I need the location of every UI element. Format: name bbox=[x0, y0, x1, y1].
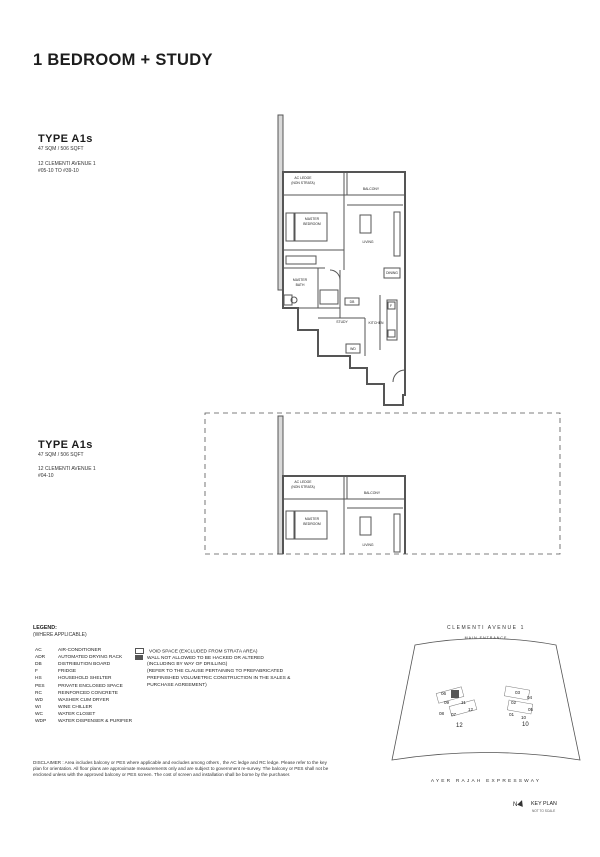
disclaimer: DISCLAIMER : Area includes balcony or PES where applicable and excludes among others , the AC ledge and RC ledge. Please refer to the key plan for orientation. All floor plans are approximate measurements only and are subject to government re-survey. The balcony or PES shall not be enclosed unless with the approved balcony or PES screen. The cost of screen and installation shall be borne by the purchaser. bbox=[33, 760, 329, 778]
legend-wall-note: WALL NOT ALLOWED TO BE HACKED OR ALTERED bbox=[147, 655, 264, 662]
page-title: 1 BEDROOM + STUDY bbox=[33, 51, 213, 69]
legend-abbr: WDP bbox=[35, 719, 47, 724]
legend-desc: REINFORCED CONCRETE bbox=[58, 690, 118, 696]
plan-label-db: DB bbox=[349, 300, 355, 304]
legend-wall-note-4: PREFINISHED VOLUMETRIC CONSTRUCTION IN THE SALES & bbox=[147, 676, 291, 681]
legend-abbr: WI bbox=[35, 704, 41, 710]
legend-desc: DISTRIBUTION BOARD bbox=[58, 662, 111, 668]
plan-label-fridge: F bbox=[389, 304, 393, 308]
legend-wall-note-2: (INCLUDING BY WAY OF DRILLING) bbox=[147, 662, 228, 667]
legend-abbr: AC bbox=[35, 648, 42, 653]
key-block-10: 10 bbox=[522, 722, 529, 728]
key-stack-01: 01 bbox=[509, 712, 515, 717]
legend-desc: WASHER CUM DRYER bbox=[58, 697, 110, 703]
unit-numbers: #05-10 TO #39-10 bbox=[38, 168, 79, 174]
key-plan-subtitle: NOT TO SCALE bbox=[532, 809, 556, 813]
plan-label-study: STUDY bbox=[336, 320, 348, 324]
north-indicator: N bbox=[513, 800, 524, 808]
legend-abbr: WD bbox=[35, 697, 43, 703]
legend-wall-note-5: PURCHASE AGREEMENT) bbox=[147, 683, 207, 688]
plan-label-ac-ledge-sub: (NON STRATA) bbox=[291, 181, 315, 185]
key-stack-06: 06 bbox=[441, 691, 447, 696]
key-stack-11: 11 bbox=[461, 700, 466, 705]
key-stack-04: 04 bbox=[527, 695, 533, 700]
key-stack-08: 08 bbox=[439, 711, 445, 716]
plan-label-dining: DINING bbox=[386, 271, 398, 275]
legend-desc: WINE CHILLER bbox=[58, 704, 93, 710]
legend-desc: WATER CLOSET bbox=[58, 711, 96, 717]
plan-label-living: LIVING bbox=[362, 240, 374, 244]
legend-abbr: F bbox=[35, 669, 38, 675]
unit-address: 12 CLEMENTI AVENUE 1 bbox=[38, 161, 96, 167]
legend-void-space: VOID SPACE (EXCLUDED FROM STRATA AREA) bbox=[147, 648, 257, 656]
unit-numbers-2: #04-10 bbox=[38, 473, 54, 479]
key-stack-03: 03 bbox=[515, 690, 521, 695]
plan2-label-master-bedroom: MASTER bbox=[304, 517, 320, 521]
plan2-label-ac-ledge: AC LEDGE bbox=[294, 480, 312, 484]
plan-label-master-bath-sub: BATH bbox=[295, 283, 305, 287]
key-main-entrance: MAIN ENTRANCE bbox=[464, 636, 508, 640]
plan-label-kitchen: KITCHEN bbox=[368, 321, 384, 325]
plan2-label-living: LIVING bbox=[362, 543, 374, 547]
legend-desc: AUTOMATED DRYING RACK bbox=[58, 655, 123, 661]
legend-abbr: HS bbox=[35, 676, 42, 682]
legend-desc: HOUSEHOLD SHELTER bbox=[58, 676, 112, 682]
plan-label-master-bedroom: MASTER bbox=[304, 217, 320, 221]
legend-desc: WATER DISPENSER & PURIFIER bbox=[58, 719, 133, 724]
legend-desc: AIR-CONDITIONER bbox=[58, 648, 102, 653]
legend-subtitle: (WHERE APPLICABLE) bbox=[33, 632, 87, 638]
legend-wall-note-3: (REFER TO THE CLAUSE PERTAINING TO PREFABRICATED bbox=[147, 669, 284, 674]
plan-label-master-bedroom-sub: BEDROOM bbox=[303, 222, 321, 226]
north-arrow-icon bbox=[517, 799, 525, 807]
legend-desc: PRIVATE ENCLOSED SPACE bbox=[58, 683, 123, 689]
key-highlight-unit bbox=[451, 690, 459, 698]
plan-label-wd: WD bbox=[350, 347, 356, 351]
unit-size: 47 SQM / 506 SQFT bbox=[38, 146, 84, 152]
unit-size-2: 47 SQM / 506 SQFT bbox=[38, 452, 84, 458]
key-stack-09: 09 bbox=[444, 700, 450, 705]
key-stack-12: 12 bbox=[468, 707, 474, 712]
unit-type-title-2: TYPE A1s bbox=[38, 439, 93, 451]
plan-label-balcony: BALCONY bbox=[362, 187, 380, 191]
legend-abbr: ADR bbox=[35, 655, 46, 661]
legend-abbr: PES bbox=[35, 683, 45, 689]
plan2-label-master-bedroom-sub: BEDROOM bbox=[303, 522, 321, 526]
legend-desc: FRIDGE bbox=[58, 669, 77, 675]
key-stack-05: 05 bbox=[528, 707, 534, 712]
legend-abbr: WC bbox=[35, 711, 43, 717]
plan-label-ac-ledge: AC LEDGE bbox=[294, 176, 312, 180]
unit-type-title: TYPE A1s bbox=[38, 133, 93, 145]
key-block-12: 12 bbox=[456, 723, 463, 729]
plan2-label-ac-ledge-sub: (NON STRATA) bbox=[291, 485, 315, 489]
key-stack-07: 07 bbox=[451, 712, 457, 717]
key-stack-10: 10 bbox=[521, 715, 527, 720]
legend-abbr: RC bbox=[35, 690, 42, 696]
legend-abbr: DB bbox=[35, 662, 42, 668]
plan-label-master-bath: MASTER bbox=[292, 278, 308, 282]
plan2-label-balcony: BALCONY bbox=[363, 491, 381, 495]
key-stack-02: 02 bbox=[511, 700, 517, 705]
key-road-bottom: AYER RAJAH EXPRESSWAY bbox=[430, 779, 542, 784]
legend-title: LEGEND: bbox=[33, 625, 57, 631]
key-plan-title: KEY PLAN bbox=[531, 801, 557, 807]
unit-address-2: 12 CLEMENTI AVENUE 1 bbox=[38, 466, 96, 472]
key-road-top: CLEMENTI AVENUE 1 bbox=[447, 625, 525, 631]
